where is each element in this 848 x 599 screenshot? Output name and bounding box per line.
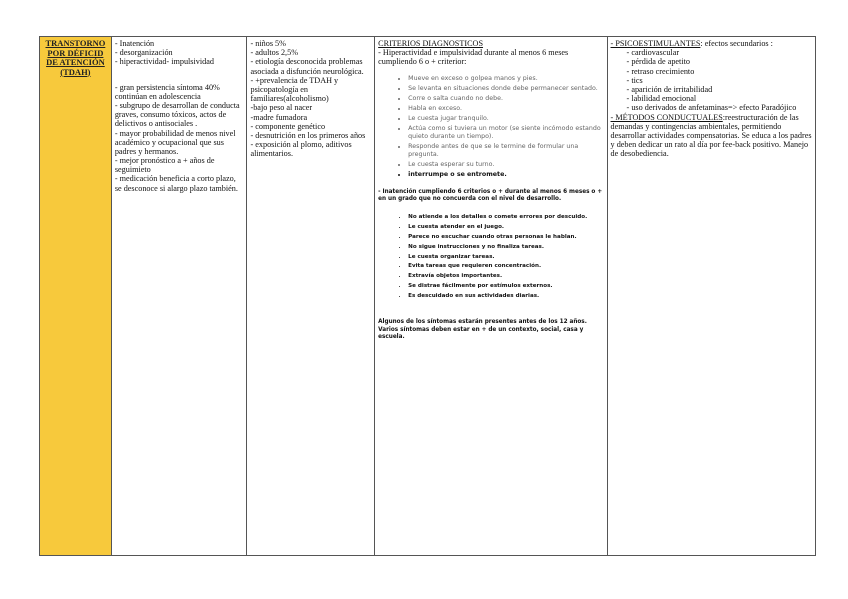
epi-line: - +prevalencia de TDAH y psicopatología en familiares(alcoholismo) — [250, 75, 339, 104]
topic-cell — [40, 37, 112, 555]
list-item: • Evita tareas que requieren concentración. — [408, 263, 603, 270]
list-item: • No sigue instrucciones y no finaliza tareas. — [408, 244, 603, 251]
course-line: - mejor pronóstico a + años de seguimieto — [114, 156, 215, 175]
methods-text: :reestructuración de las demandas y contingencias ambientales, permitiendo desarrollar actividades compensatorias. Se educa a los padres y deben dedicar un rato al día por fee-back positivo. Manejo de desobediencia. — [610, 112, 812, 159]
stimulants-title-rest: : efectos secundarios : — [700, 39, 773, 48]
effect-line: - uso derivados de anfetaminas=> efecto Paradójico — [626, 103, 797, 113]
effect-line: - pérdida de apetito — [626, 57, 690, 67]
effect-line: - tics — [626, 75, 643, 85]
course-line: - gran persistencia síntoma 40% continúan en adolescencia — [114, 82, 220, 101]
symptom-line: - hiperactividad- impulsividad — [114, 57, 214, 67]
methods-paragraph — [611, 113, 812, 159]
list-item: • Le cuesta atender en el juego. — [408, 224, 603, 231]
epi-line: - exposición al plomo, aditivos alimentarios. — [250, 140, 352, 159]
treatment-cell — [608, 37, 815, 555]
epi-line: - adultos 2,5% — [250, 48, 299, 58]
list-item: • Corre o salta cuando no debe. — [408, 95, 603, 103]
list-item: • Parece no escuchar cuando otras personas le hablan. — [408, 234, 603, 241]
course-line: - medicación beneficia a corto plazo, se desconoce si alargo plazo también. — [114, 174, 238, 193]
list-item: • Le cuesta organizar tareas. — [408, 254, 603, 261]
list-item: • Se levanta en situaciones donde debe permanecer sentado. — [408, 85, 603, 93]
topic-title: TRANSTORNO POR DÉFICID DE ATENCIÓN (TDAH) — [45, 38, 106, 77]
course-line: - subgrupo de desarrollan de conducta graves, consumo tóxicos, actos de delictivos o antisociales . — [114, 100, 240, 129]
list-item: • Le cuesta esperar su turno. — [408, 161, 603, 169]
list-item: • Le cuesta jugar tranquilo. — [408, 115, 603, 123]
list-item: • Es descuidado en sus actividades diarias. — [408, 293, 603, 300]
list-item: • Se distrae fácilmente por estímulos externos. — [408, 283, 603, 290]
criteria-cell — [375, 37, 607, 555]
stimulants-heading — [611, 39, 812, 48]
summary-table — [39, 36, 816, 556]
list-item: • No atiende a los detalles o comete errores por descuido. — [408, 214, 603, 221]
epi-line: - desnutrición en los primeros años — [250, 130, 366, 140]
effect-line: - aparición de irritabilidad — [626, 84, 713, 94]
symptom-line: - desorganización — [114, 48, 173, 58]
effect-line: - cardiovascular — [626, 48, 680, 58]
symptom-line: - Inatención — [114, 39, 155, 48]
stimulants-title: - PSICOESTIMULANTES — [610, 39, 701, 48]
effect-line: - retraso crecimiento — [626, 66, 695, 76]
effect-line: - labilidad emocional — [626, 94, 697, 104]
epi-line: - niños 5% — [250, 39, 286, 48]
criteria-intro: - Hiperactividad e impulsividad durante al menos 6 meses cumpliendo 6 o + criterior: — [378, 48, 569, 67]
list-item: • Extravía objetos importantes. — [408, 273, 603, 280]
course-line: - mayor probabilidad de menos nivel académico y ocupacional que sus padres y hermanos. — [114, 128, 236, 156]
epi-line: -bajo peso al nacer — [250, 103, 313, 113]
epi-line: - etiología desconocida problemas asociada a disfunción neurológica. — [250, 57, 364, 76]
list-item: • Responde antes de que se le termine de formular una pregunta. — [408, 143, 603, 159]
criteria-footer: Algunos de los síntomas estarán presentes antes de los 12 años. Varios síntomas deben estar en + de un contexto, social, casa y escuela. — [378, 318, 587, 341]
criteria-title: CRITERIOS DIAGNOSTICOS — [378, 39, 484, 48]
methods-title: - MÉTODOS CONDUCTUALES — [610, 112, 723, 122]
list-item: • Mueve en exceso o golpea manos y pies. — [408, 75, 603, 83]
epidemiology-cell — [247, 37, 375, 555]
list-item: • Actúa como si tuviera un motor (se siente incómodo estando quieto durante un tiempo). — [408, 125, 603, 141]
inattention-intro: - Inatención cumpliendo 6 criterios o + durante al menos 6 meses o + en un grado que no concuerda con el nivel de desarrollo. — [378, 188, 603, 203]
list-item: • interrumpe o se entromete. — [408, 171, 603, 179]
symptoms-cell — [112, 37, 248, 555]
list-item: • Habla en exceso. — [408, 105, 603, 113]
hyperactivity-list — [378, 75, 603, 179]
inattention-list — [378, 214, 603, 300]
epi-line: -madre fumadora — [250, 112, 308, 122]
epi-line: - componente genético — [250, 121, 326, 131]
